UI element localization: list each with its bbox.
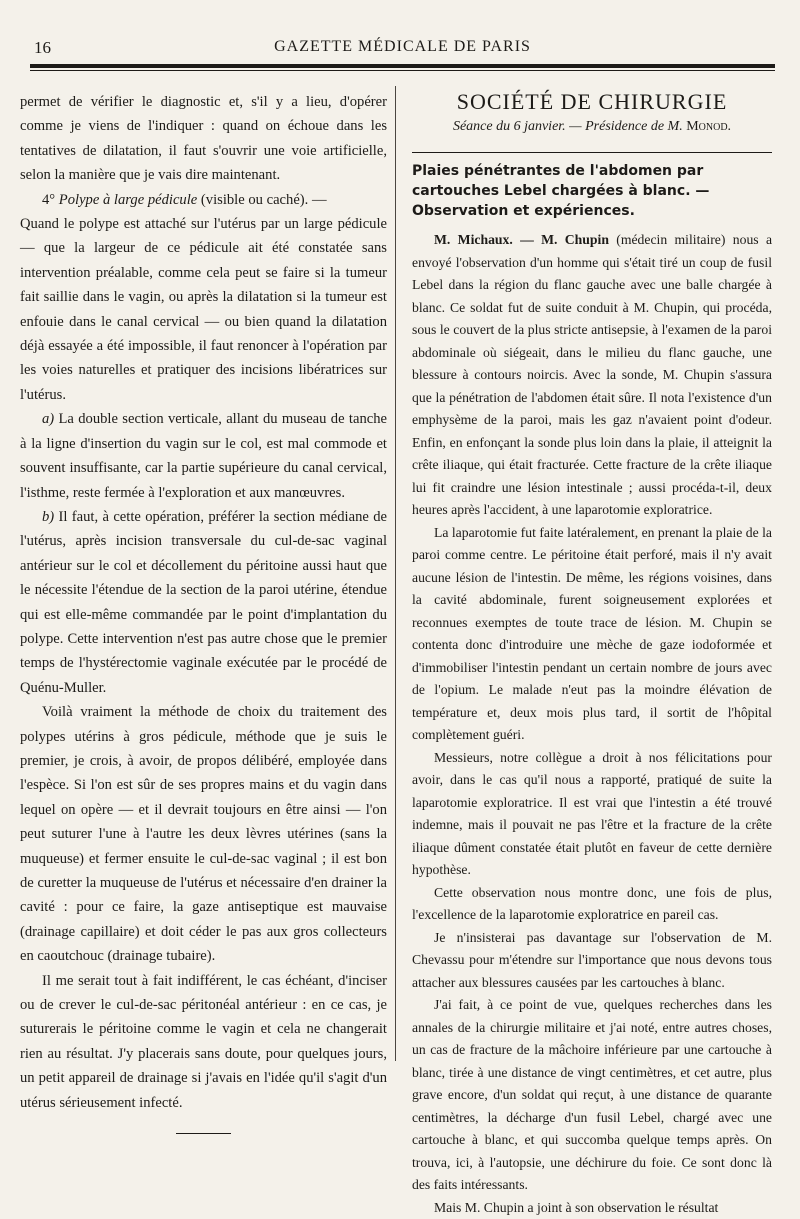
header-rule-thick	[30, 64, 775, 68]
right-paragraph-5: Je n'insisterai pas davantage sur l'observation de M. Chevassu pour m'étendre sur l'importance que nous devons tous attacher aux blessures causées par les cartouches à blanc.	[412, 927, 772, 995]
lead-names: M. Michaux. — M. Chupin	[434, 232, 609, 247]
article-title: Plaies pénétrantes de l'abdomen par cartouches Lebel chargées à blanc. — Observation et expériences.	[412, 152, 772, 221]
session-line	[412, 116, 772, 138]
page-number: 16	[34, 38, 51, 58]
left-paragraph-2: Quand le polype est attaché sur l'utérus par un large pédicule — que la largeur de ce pédicule ait été constatée sans intervention préalable, comme cela peut se faire si la tumeur fait saillie dans le vagin, ou après la dilatation si la tumeur est enfouie dans le canal cervical — ou bien quand la dilatation déjà essayée a été impossible, il faut renoncer à l'opération par les voies naturelles et pratiquer des incisions libératrices sur l'utérus.	[20, 212, 387, 407]
item-b-text: Il faut, à cette opération, préférer la section médiane de l'utérus, après incision transversale du cul-de-sac vaginal antérieur sur le col et décollement du péritoine aussi haut que le nécessite l'étendue de la section de la paroi utérine, étendue qui est elle-même commandée par le point d'implantation du polype. Cette intervention n'est pas autre chose que le premier temps de l'hystérectomie vaginale exécutée par le procédé de Quénu-Muller.	[20, 509, 387, 696]
right-paragraph-1-text: (médecin militaire) nous a envoyé l'observation d'un homme qui s'était tiré un coup de fusil Lebel dans la région du flanc gauche avec une balle chargée à blanc. Ce soldat fut de suite conduit à M. Chupin, qui procéda, sous le couvert de la plus stricte antisepsie, à l'examen de la paroi abdominale où siégeait, dans le milieu du flanc gauche, une blessure à contours noircis. Avec la sonde, M. Chupin s'assura que la pénétration de l'abdomen était sûre. Il nota l'existence d'un emphysème de la paroi, mais les gaz n'avaient point d'odeur. Enfin, en enfonçant la sonde plus loin dans la plaie, il atteignit la crête iliaque, qui était fracturée. Cette fracture de la crête iliaque lui fit craindre une lésion intestinale ; aussi procéda-t-il, deux heures après l'accident, à une laparotomie exploratrice.	[412, 232, 772, 517]
right-paragraph-2: La laparotomie fut faite latéralement, en prenant la plaie de la paroi comme centre. Le péritoine était perforé, mais il n'y avait aucune lésion de l'intestin. De même, les régions voisines, dans la cavité abdominale, furent soigneusement explorées et reconnues exemptes de toute trace de lésion. M. Chupin se contenta donc d'introduire une mèche de gaze iodoformée et d'immobiliser l'intestin pendant un certain nombre de jours avec de l'opium. Le malade n'eut pas la moindre élévation de température et, deux mois plus tard, il sortit de l'hôpital complètement guéri.	[412, 522, 772, 747]
end-rule	[176, 1133, 231, 1134]
page-header	[30, 36, 775, 58]
item-a-text: La double section verticale, allant du museau de tanche à la ligne d'insertion du vagin sur le col, est mal commode et souvent insuffisante, car la partie supérieure du canal cervical, l'isthme, reste fermée à l'exploration et aux manœuvres.	[20, 411, 387, 500]
session-prefix: Séance du 6 janvier. — Présidence de M.	[453, 119, 683, 134]
item-b-label: b)	[42, 509, 54, 525]
session-president: Monod.	[686, 119, 731, 134]
left-paragraph-1: permet de vérifier le diagnostic et, s'il y a lieu, d'opérer comme je viens de l'indiquer : quand on échoue dans les tentatives de dilatation, il faut s'ouvrir une voie artificielle, selon la manière que je vais dire maintenant.	[20, 90, 387, 188]
subheading-polype	[20, 188, 387, 212]
subheading-number: 4°	[42, 192, 55, 208]
right-paragraph-7: Mais M. Chupin a joint à son observation le résultat	[412, 1197, 772, 1219]
header-rule-thin	[30, 70, 775, 71]
left-column	[20, 90, 387, 1134]
right-paragraph-4: Cette observation nous montre donc, une fois de plus, l'excellence de la laparotomie exploratrice en pareil cas.	[412, 882, 772, 927]
right-paragraph-6: J'ai fait, à ce point de vue, quelques recherches dans les annales de la chirurgie militaire et j'ai noté, entre autres choses, un cas de fracture de la mâchoire inférieure par une cartouche à blanc, tirée à une distance de vingt centimètres, et cet autre, plus grave encore, d'un soldat qui reçut, à une distance de quarante centimètres, la décharge d'un fusil Lebel, chargé avec une cartouche à blanc, et qui succomba quelque temps après. On trouva, ici, à l'autopsie, une déchirure du foie. Ce sont donc là des faits intéressants.	[412, 994, 772, 1197]
right-paragraph-1	[412, 229, 772, 522]
left-item-b	[20, 505, 387, 700]
left-item-a	[20, 407, 387, 505]
right-column	[412, 90, 772, 1219]
subheading-rest: (visible ou caché). —	[201, 192, 327, 208]
section-title: SOCIÉTÉ DE CHIRURGIE	[412, 88, 772, 116]
column-divider	[395, 86, 396, 1061]
left-paragraph-6: Il me serait tout à fait indifférent, le cas échéant, d'inciser ou de crever le cul-de-sac péritonéal antérieur : en ce cas, je suturerais le péritoine comme le vagin et cela ne changerait rien au résultat. J'y placerais sans doute, pour quelques jours, un petit appareil de drainage si j'avais en l'idée qu'il s'agit d'un utérus sérieusement infecté.	[20, 969, 387, 1115]
subheading-italic: Polype à large pédicule	[59, 192, 197, 208]
item-a-label: a)	[42, 411, 54, 427]
journal-title: GAZETTE MÉDICALE DE PARIS	[30, 38, 775, 56]
right-paragraph-3: Messieurs, notre collègue a droit à nos félicitations pour avoir, dans le cas qu'il nous a rapporté, pratiqué de suite la laparotomie exploratrice. Il est vrai que l'intestin a été trouvé indemne, mais il pouvait ne pas l'être et la fracture de la crête iliaque dûment constatée était plutôt en faveur de cette dernière hypothèse.	[412, 747, 772, 882]
left-paragraph-5: Voilà vraiment la méthode de choix du traitement des polypes utérins à gros pédicule, méthode que je suis le premier, je crois, à avoir, de propos délibéré, employée dans l'espèce. Si l'on est sûr de ses propres mains et du vagin dans lequel on opère — et il devrait toujours en être ainsi — l'on peut suturer l'une à l'autre les deux lèvres utérines (sans la muqueuse) et fermer ensuite le cul-de-sac vaginal ; il est bon de curetter la muqueuse de l'utérus et nécessaire d'en drainer la cavité : pour ce faire, la gaze antiseptique est mauvaise (drainage capillaire) et doit céder le pas aux gros collecteurs en caoutchouc (drainage tubaire).	[20, 700, 387, 968]
